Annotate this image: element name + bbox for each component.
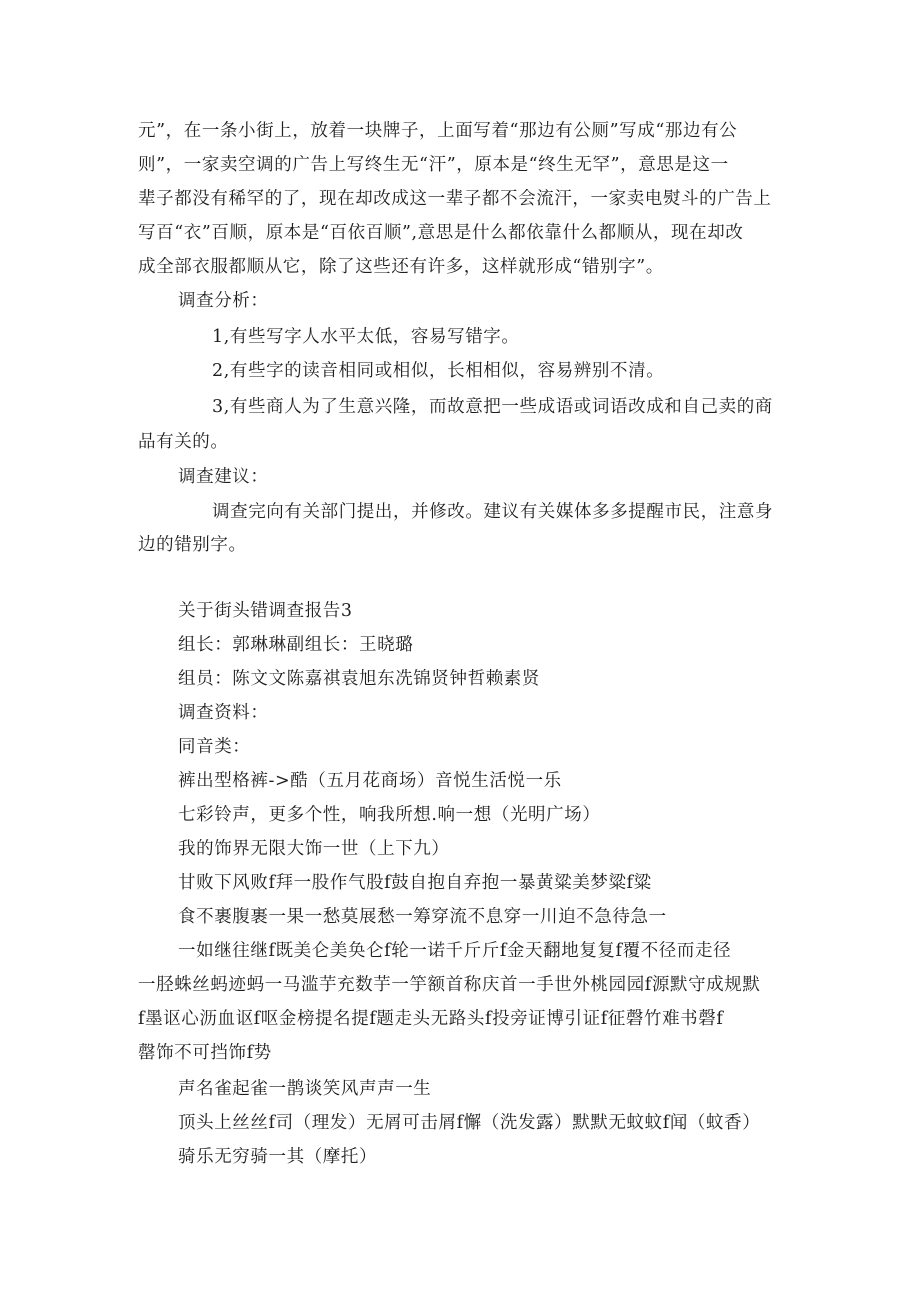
paragraph-line: 边的错别字。 <box>138 535 247 555</box>
list-item: 我的饰界无限大饰一世（上下九） <box>178 839 450 859</box>
list-item: 食不裹腹裹一果一愁莫展愁一筹穿流不息穿一川迫不急待急一 <box>178 907 667 927</box>
list-item: 裤出型格裤->酷（五月花商场）音悦生活悦一乐 <box>178 771 562 791</box>
list-item: 一如继往继f既美仑美奂仑f轮一诺千斤斤f金天翻地复复f覆不径而走径 <box>178 941 732 961</box>
category-heading: 同音类： <box>178 737 251 757</box>
section-heading-materials: 调查资料： <box>178 703 269 723</box>
paragraph-line: 罄饰不可挡饰f势 <box>138 1043 272 1063</box>
group-leaders: 组长：郭琳琳副组长：王晓璐 <box>178 635 414 655</box>
list-item: 骑乐无穷骑一其（摩托） <box>178 1147 378 1167</box>
list-item: 2,有些字的读音相同或相似，长相相似，容易辨别不清。 <box>212 361 665 381</box>
paragraph-line: 元”，在一条小街上，放着一块牌子，上面写着“那边有公厕”写成“那边有公 <box>138 121 738 141</box>
list-item: 七彩铃声，更多个性，响我所想.响一想（光明广场） <box>178 805 601 825</box>
list-item: 甘败下风败f拜一股作气股f鼓自抱自弃抱一暴黄粱美梦粱f粱 <box>178 873 652 893</box>
section-heading-analysis: 调查分析： <box>178 291 269 311</box>
report-title: 关于街头错调查报告3 <box>178 601 353 621</box>
paragraph-line: 写百“衣”百顺，原本是“百依百顺”,意思是什么都依靠什么都顺从，现在却改 <box>138 223 744 243</box>
paragraph-line: 调查完向有关部门提出，并修改。建议有关媒体多多提醒市民，注意身 <box>212 502 774 522</box>
group-members: 组员：陈文文陈嘉祺袁旭东冼锦贤钟哲赖素贤 <box>178 669 540 689</box>
paragraph-line: 成全部衣服都顺从它，除了这些还有许多，这样就形成“错别字”。 <box>138 257 664 277</box>
list-item: 3,有些商人为了生意兴隆，而故意把一些成语或词语改成和自己卖的商 <box>212 397 773 417</box>
list-item: 声名雀起雀一鹊谈笑风声声一生 <box>178 1079 432 1099</box>
paragraph-line: 辈子都没有稀罕的了，现在却改成这一辈子都不会流汗，一家卖电熨斗的广告上 <box>138 189 772 209</box>
section-heading-suggestion: 调查建议： <box>178 467 269 487</box>
paragraph-line: 一胫蛛丝蚂迹蚂一马滥芋充数芋一竽额首称庆首一手世外桃园园f源默守成规默 <box>138 975 761 995</box>
list-item: 1,有些写字人水平太低，容易写错字。 <box>212 327 520 347</box>
list-item: 顶头上丝丝f司（理发）无屑可击屑f懈（洗发露）默默无蚊蚊f闻（蚊香） <box>178 1113 761 1133</box>
paragraph-line: 则”，一家卖空调的广告上写终生无“汗”，原本是“终生无罕”，意思是这一 <box>138 155 729 175</box>
paragraph-line: 品有关的。 <box>138 432 229 452</box>
paragraph-line: f墨讴心沥血讴f呕金榜提名提f题走头无路头f投旁证博引证f征磬竹难书磬f <box>138 1009 724 1029</box>
